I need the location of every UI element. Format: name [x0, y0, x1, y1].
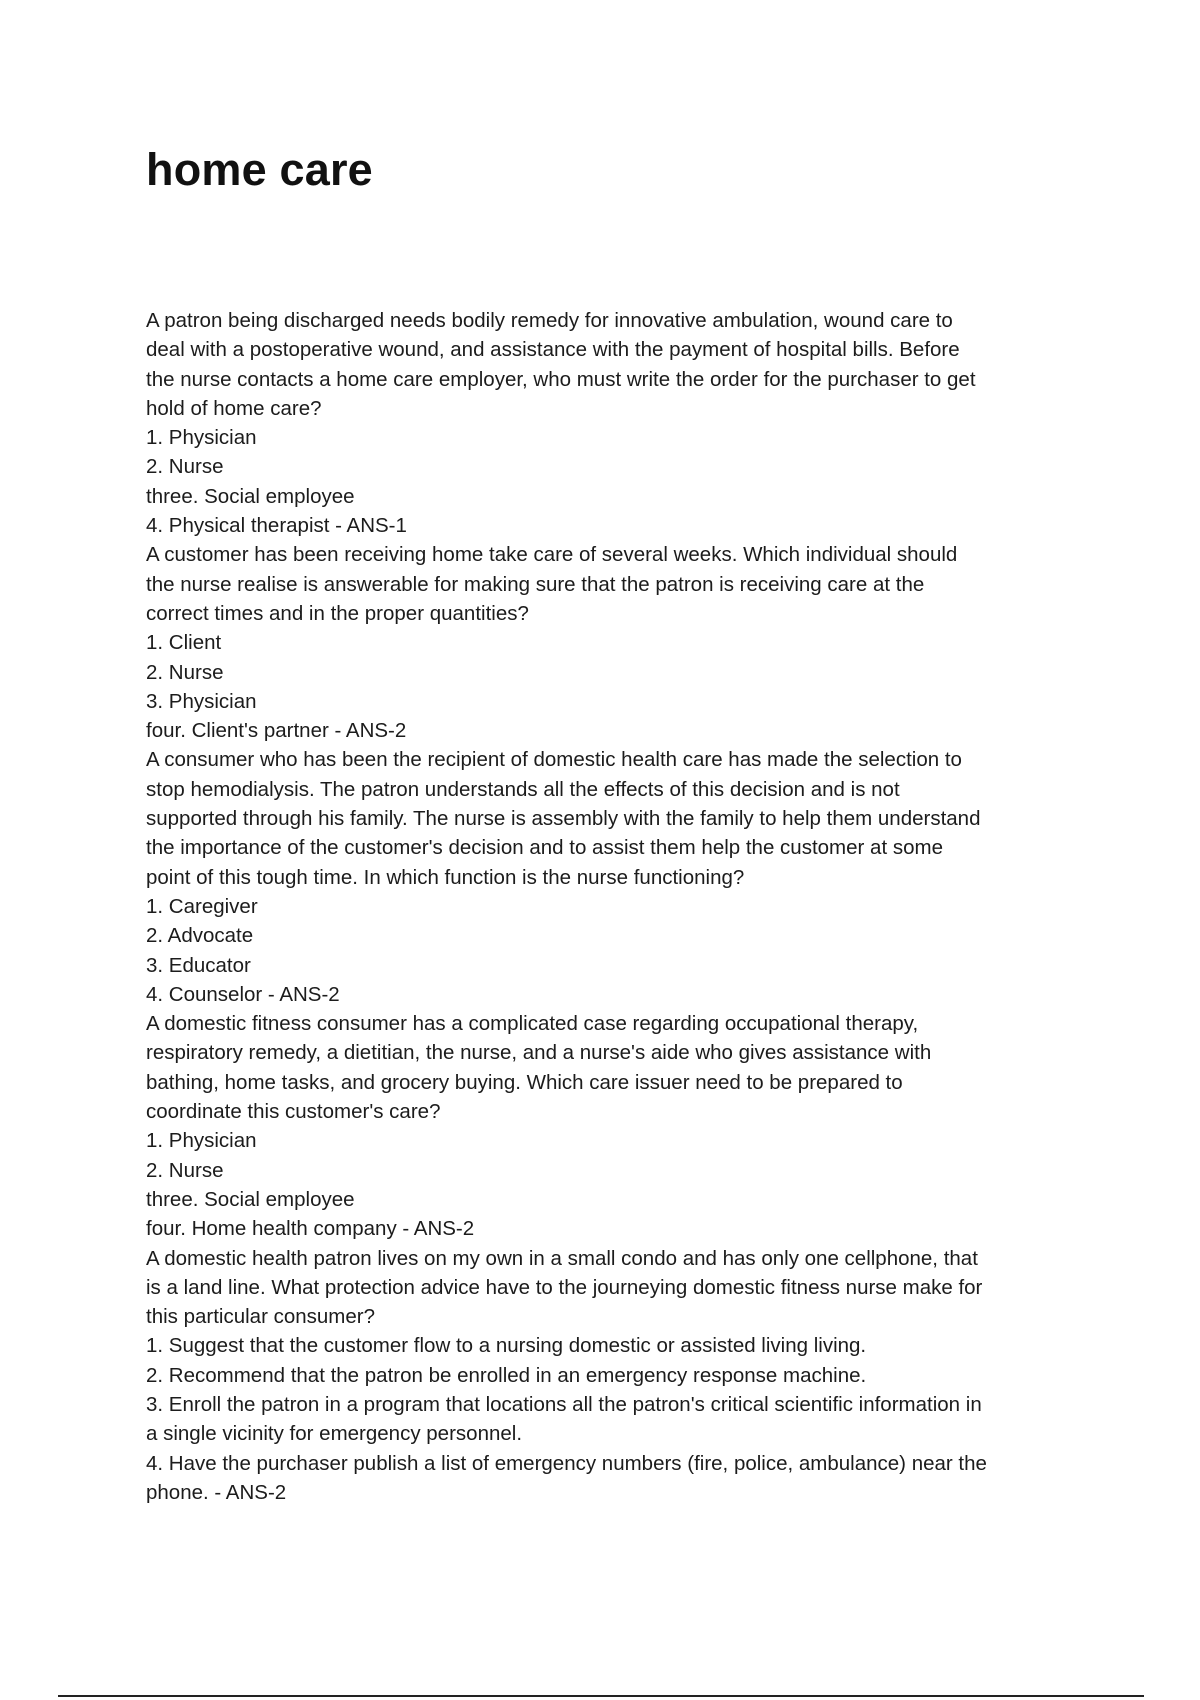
text-line: the nurse contacts a home care employer, who must write the order for the purchaser to get: [146, 367, 976, 391]
text-line: supported through his family. The nurse is assembly with the family to help them understand: [146, 807, 981, 831]
text-line: a single vicinity for emergency personnel.: [146, 1422, 523, 1446]
text-line: three. Social employee: [146, 1187, 355, 1211]
text-line: four. Home health company - ANS-2: [146, 1217, 475, 1241]
text-line: 4. Physical therapist - ANS-1: [146, 514, 407, 538]
text-line: 2. Nurse: [146, 660, 224, 684]
text-line: A customer has been receiving home take care of several weeks. Which individual should: [146, 543, 958, 567]
text-line: 3. Enroll the patron in a program that locations all the patron's critical scientific information in: [146, 1392, 982, 1416]
text-line: three. Social employee: [146, 484, 355, 508]
page-title: home care: [146, 144, 373, 195]
text-line: 3. Educator: [146, 953, 251, 977]
text-line: A domestic health patron lives on my own in a small condo and has only one cellphone, that: [146, 1246, 978, 1270]
text-line: correct times and in the proper quantities?: [146, 601, 529, 625]
text-line: coordinate this customer's care?: [146, 1100, 441, 1124]
text-line: 4. Counselor - ANS-2: [146, 982, 340, 1006]
text-line: respiratory remedy, a dietitian, the nurse, and a nurse's aide who gives assistance with: [146, 1041, 932, 1065]
text-line: point of this tough time. In which function is the nurse functioning?: [146, 865, 745, 889]
text-line: the nurse realise is answerable for making sure that the patron is receiving care at the: [146, 572, 925, 596]
text-line: hold of home care?: [146, 396, 322, 420]
text-line: A domestic fitness consumer has a complicated case regarding occupational therapy,: [146, 1012, 919, 1036]
text-line: 2. Nurse: [146, 1158, 224, 1182]
text-line: is a land line. What protection advice have to the journeying domestic fitness nurse make for: [146, 1275, 983, 1299]
text-line: deal with a postoperative wound, and assistance with the payment of hospital bills. Before: [146, 338, 960, 362]
text-line: stop hemodialysis. The patron understands all the effects of this decision and is not: [146, 777, 900, 801]
text-line: 3. Physician: [146, 689, 257, 713]
document-body: [146, 306, 1066, 1507]
text-line: bathing, home tasks, and grocery buying. Which care issuer need to be prepared to: [146, 1070, 903, 1094]
text-line: this particular consumer?: [146, 1305, 376, 1329]
text-line: 4. Have the purchaser publish a list of emergency numbers (fire, police, ambulance) near the: [146, 1451, 987, 1475]
footer-divider: [58, 1695, 1144, 1697]
text-line: 1. Client: [146, 631, 222, 655]
text-line: phone. - ANS-2: [146, 1480, 287, 1504]
text-line: A consumer who has been the recipient of domestic health care has made the selection to: [146, 748, 962, 772]
text-line: 1. Caregiver: [146, 894, 258, 918]
text-line: four. Client's partner - ANS-2: [146, 719, 407, 743]
text-line: 1. Suggest that the customer flow to a nursing domestic or assisted living living.: [146, 1334, 867, 1358]
text-line: 2. Recommend that the patron be enrolled in an emergency response machine.: [146, 1363, 867, 1387]
text-line: 1. Physician: [146, 1129, 257, 1153]
text-line: 1. Physician: [146, 426, 257, 450]
text-line: 2. Advocate: [146, 924, 254, 948]
text-line: 2. Nurse: [146, 455, 224, 479]
text-line: the importance of the customer's decision and to assist them help the customer at some: [146, 836, 943, 860]
text-line: A patron being discharged needs bodily remedy for innovative ambulation, wound care to: [146, 309, 953, 332]
